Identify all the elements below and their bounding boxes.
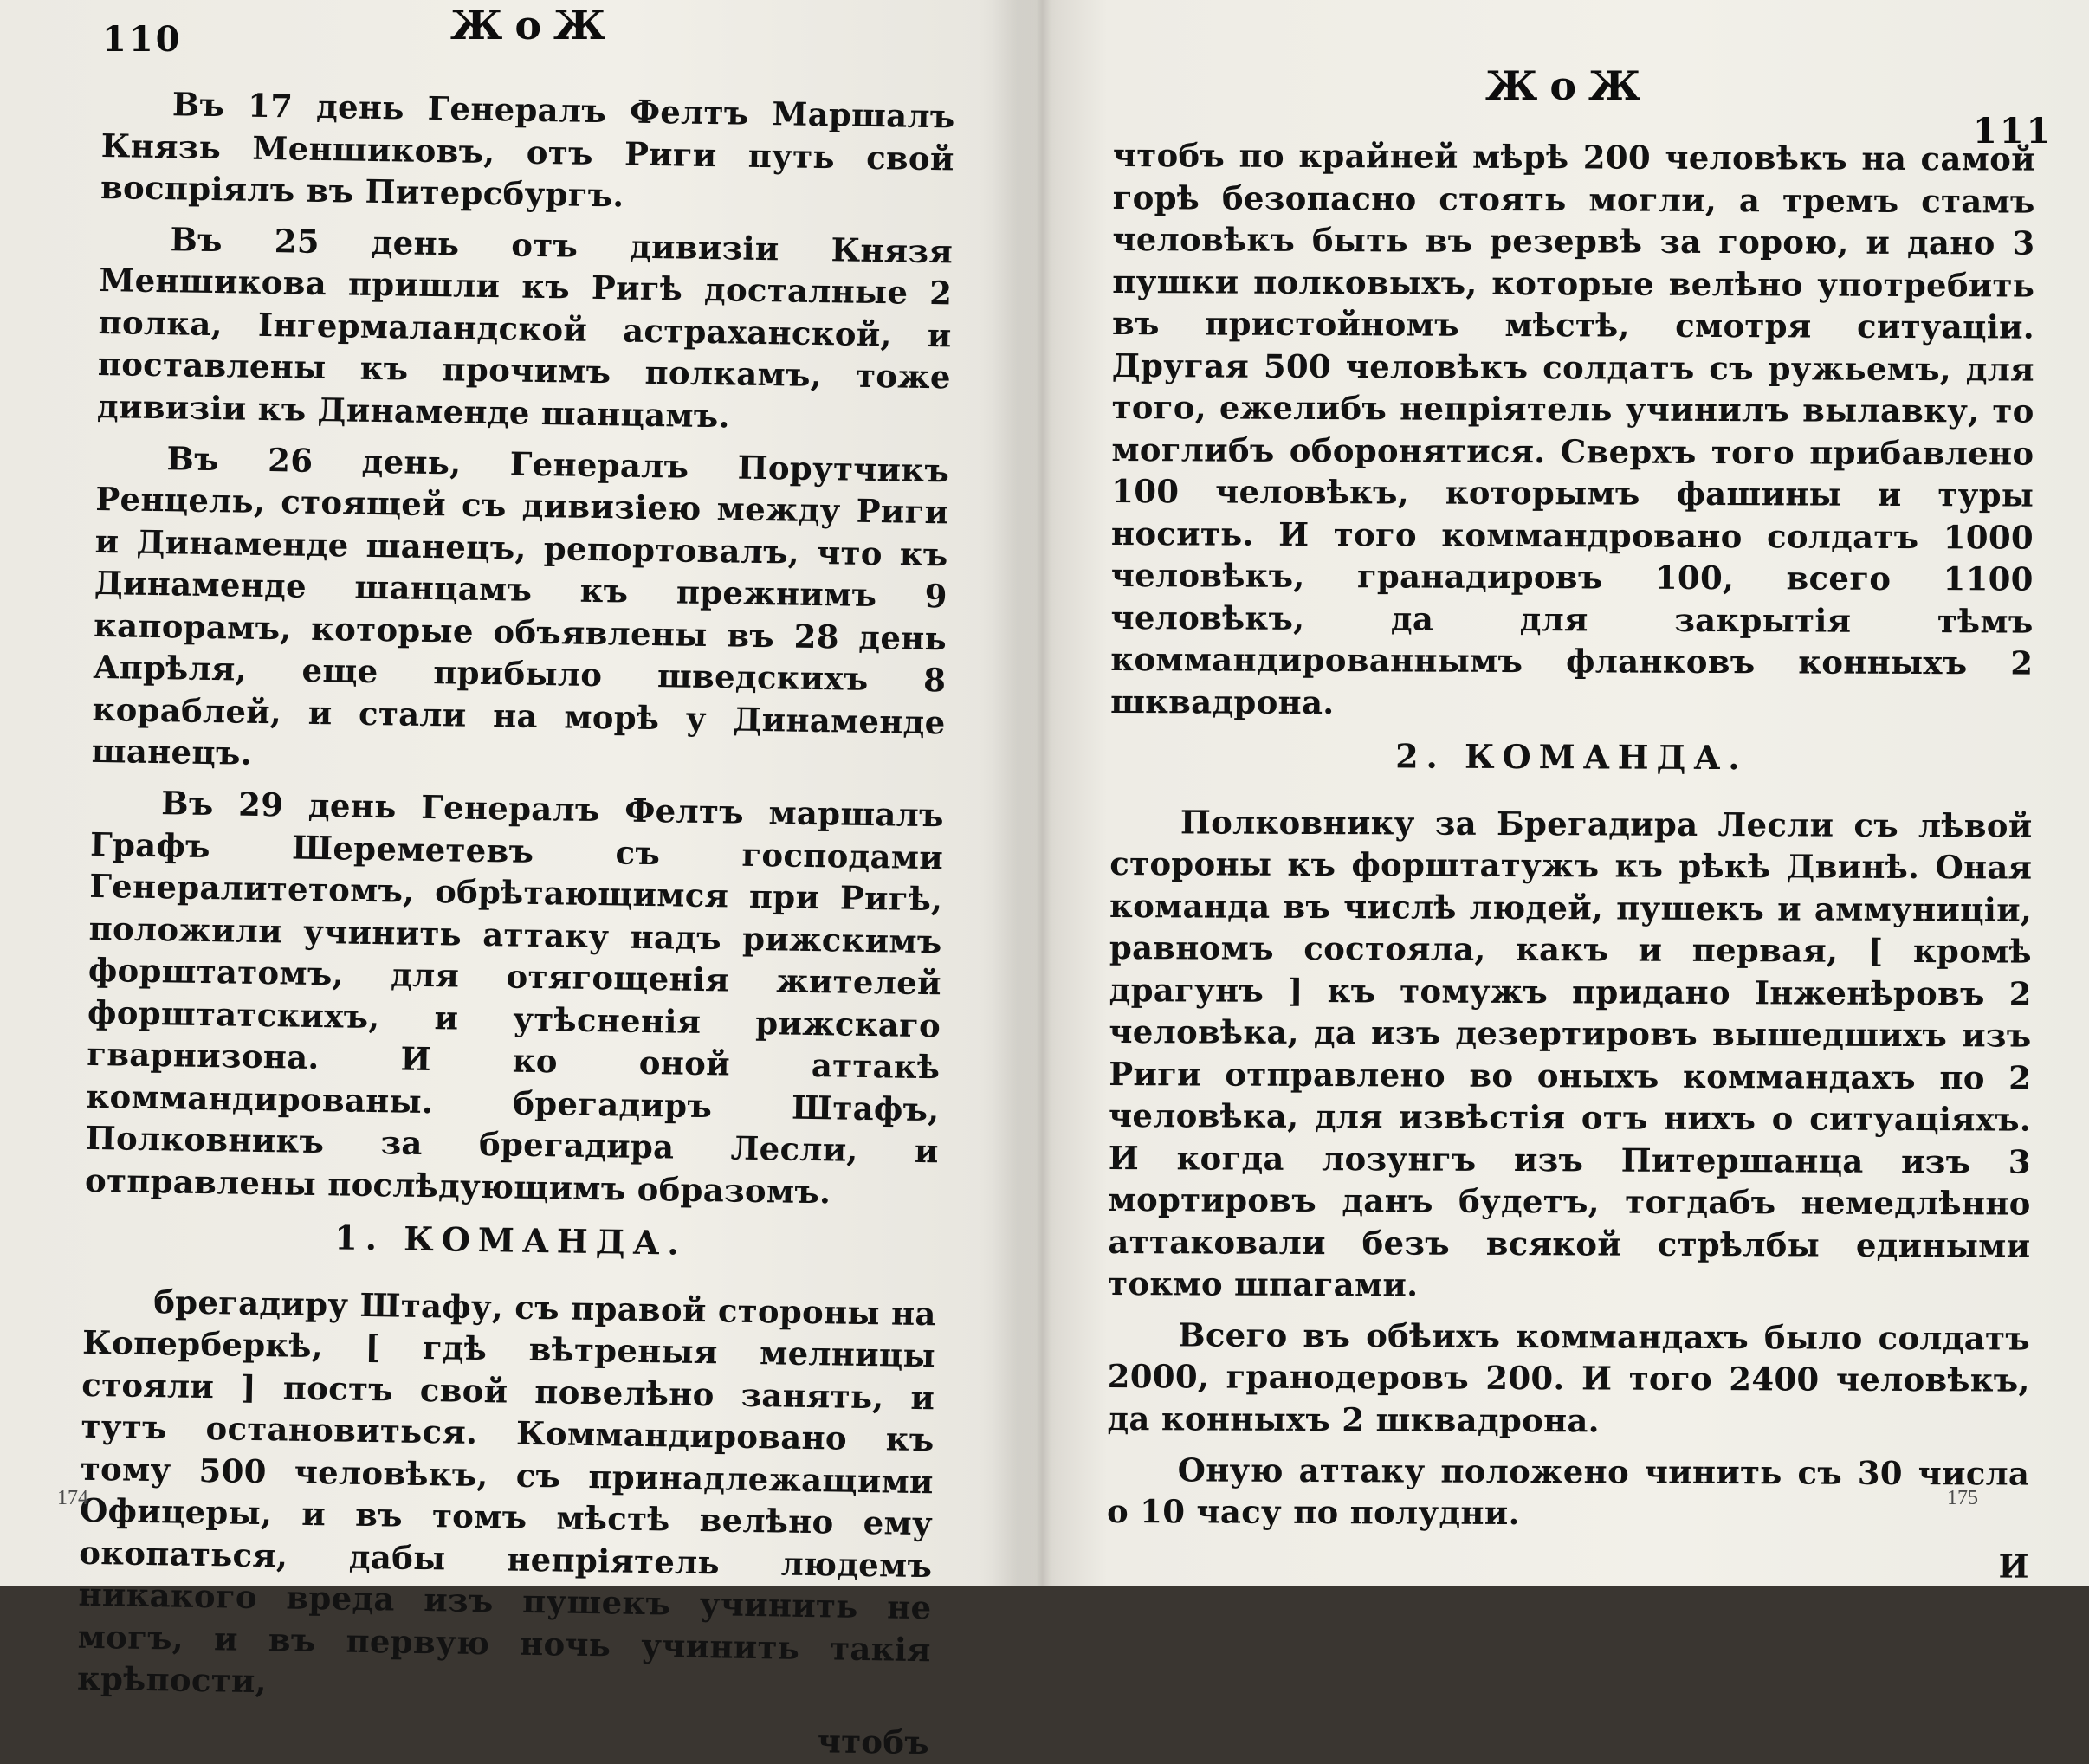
catchword-right: И [1998,1547,2029,1586]
right-page [1013,0,2089,1586]
right-paragraph-3: Всего въ обѣихъ коммандахъ было солдатъ 2000, гранодеровъ 200. И того 2400 человѣкъ, да конныхъ 2 шквадрона. [1107,1315,2031,1440]
old-page-number-right: 111 [1973,111,2053,152]
right-paragraph-2: Полковнику за Брегадира Лесли съ лѣвой стороны къ форштатужъ къ рѣкѣ Двинѣ. Оная команда въ числѣ людей, пушекъ и аммуниціи, равномъ состояла, какъ и первая, [ кромѣ драгунъ ] къ томужъ придано Інженѣровъ 2 человѣка, да изъ дезертировъ вышедшихъ изъ Риги отправлено во оныхъ коммандахъ по 2 человѣка, для извѣстія отъ нихъ о ситуаціяхъ. И когда лозунгъ изъ Питершанца изъ 3 мортировъ данъ будетъ, тогдабъ немедлѣнно аттаковали безъ всякой стрѣлбы едиными токмо шпагами. [1108,802,2033,1304]
left-paragraph-3: Въ 26 день, Генералъ Порутчикъ Ренцель, стоящей съ дивизіею между Риги и Динаменде шанецъ, репортовалъ, что къ Динаменде шанцамъ къ прежнимъ 9 капорамъ, которые объявлены въ 28 день Апрѣля, еще прибыло шведскихъ 8 кораблей, и стали на морѣ у Динаменде шанецъ. [91,438,950,773]
folio-left: 174 [57,1487,88,1509]
section-heading-1: 1. КОМАНДА. [333,1218,688,1263]
left-paragraph-2: Въ 25 день отъ дивизіи Князя Меншикова пришли къ Ригѣ досталные 2 полка, Інгермаландской астраханской, и поставлены къ прочимъ полкамъ, тоже дивизіи къ Динаменде шанцамъ. [96,220,954,436]
folio-right: 175 [1947,1487,1978,1509]
left-paragraph-1: Въ 17 день Генералъ Фелтъ Маршалъ Князь Меншиковъ, отъ Риги путь свой воспріялъ въ Питерсбургъ. [100,85,955,215]
ornament-right: ЖoЖ [1485,62,1653,109]
left-page-text [76,82,955,1764]
right-page-text [1107,134,2035,1587]
ornament-left: ЖoЖ [450,2,618,48]
catchword-left: чтобъ [817,1722,930,1762]
right-paragraph-1: чтобъ по крайней мѣрѣ 200 человѣкъ на самой горѣ безопасно стоять могли, а тремъ стамъ человѣкъ быть въ резервѣ за горою, и дано 3 пушки полковыхъ, которые велѣно употребить въ пристойномъ мѣстѣ, смотря ситуаціи. Другая 500 человѣкъ солдатъ съ ружьемъ, для того, ежелибъ непріятель учинилъ вылавку, то моглибъ оборонятися. Сверхъ того прибавлено 100 человѣкъ, которымъ фашины и туры носить. И того коммандровано солдатъ 1000 человѣкъ, гранадировъ 100, всего 1100 человѣкъ, да для закрытія тѣмъ коммандированнымъ фланковъ конныхъ 2 шквадрона. [1110,135,2035,721]
section-heading-2: 2. КОМАНДА. [1395,736,1748,778]
left-paragraph-4: Въ 29 день Генералъ Фелтъ маршалъ Графъ Шереметевъ съ господами Генералитетомъ, обрѣтающимся при Ригѣ, положили учинить аттаку надъ рижскимъ форштатомъ, для отягощенія жителей форштатскихъ, и утѣсненія рижскаго гварнизона. И ко оной аттакѣ коммандированы. брегадиръ Штафъ, Полковникъ за брегадира Лесли, и отправлены послѣдующимъ образомъ. [84,784,945,1211]
old-page-number-left: 110 [102,19,183,60]
right-paragraph-4: Оную аттаку положено чинить съ 30 числа о 10 часу по полудни. [1106,1451,2030,1533]
left-paragraph-5: брегадиру Штафу, съ правой стороны на Коперберкѣ, [ гдѣ вѣтреныя мелницы стояли ] постъ свой повелѣно занять, и тутъ остановиться. Коммандировано къ тому 500 человѣкъ, съ принадлежащими Офицеры, и въ томъ мѣстѣ велѣно ему окопаться, дабы непріятель людемъ никакого вреда изъ пушекъ учинить не могъ, и въ первую ночь учинить такія крѣпости, [76,1282,937,1701]
left-page [0,0,1013,1762]
